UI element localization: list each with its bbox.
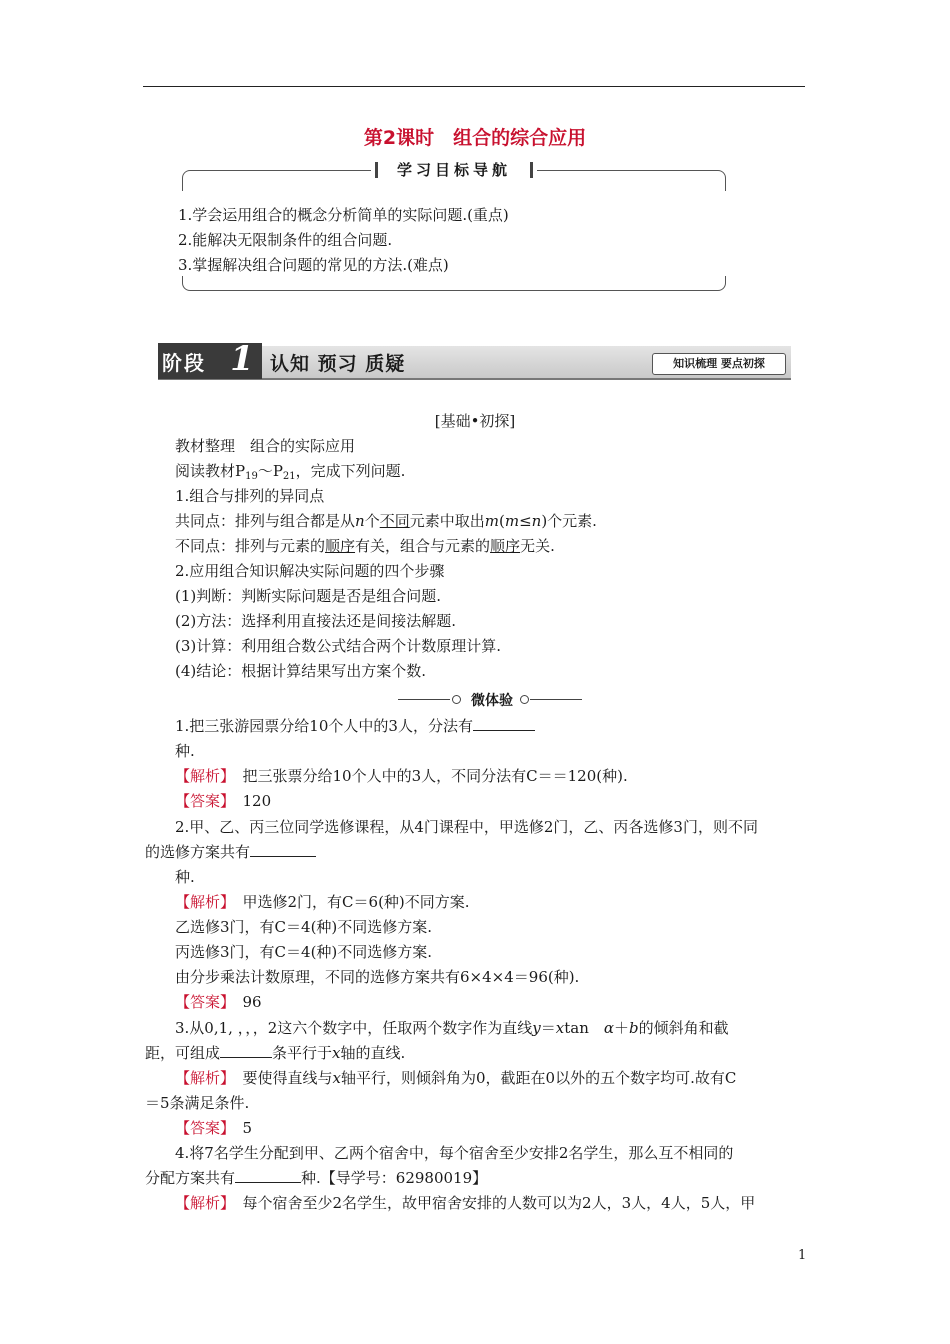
goals-box-bottom — [182, 276, 726, 291]
underlined-term: 顺序 — [490, 537, 521, 555]
reading-text: ～P — [257, 462, 283, 480]
stage-title: 认知 预习 质疑 — [270, 353, 406, 375]
q4-stem-1: 4.将7名学生分配到甲、乙两个宿舍中，每个宿舍至少安排2名学生，那么互不相同的 — [175, 1144, 734, 1162]
math-var: α — [603, 1019, 614, 1037]
text: 的倾斜角和截 — [638, 1019, 729, 1037]
q3-stem-1 — [175, 1018, 729, 1038]
point-2-title: 2.应用组合知识解决实际问题的四个步骤 — [175, 562, 445, 580]
analysis-text: 甲选修2门，有C＝6(种)不同方案. — [227, 893, 470, 911]
q2-analysis-line-4: 由分步乘法计数原理，不同的选修方案共有6×4×4＝96(种). — [175, 968, 580, 986]
q3-analysis-line-2: ＝5条满足条件. — [145, 1094, 250, 1112]
question-text: 种.【导学号：62980019】 — [301, 1169, 488, 1187]
question-text: 的选修方案共有 — [145, 843, 251, 861]
q1-stem — [175, 716, 535, 736]
analysis-tag: 【解析】 — [175, 767, 228, 785]
q3-stem-2 — [145, 1043, 405, 1063]
answer-blank — [235, 1168, 301, 1183]
text: tan — [564, 1019, 604, 1037]
stage-number: 1 — [230, 339, 254, 379]
goal-item-2: 2.能解决无限制条件的组合问题. — [178, 231, 393, 249]
question-text: 分配方案共有 — [145, 1169, 236, 1187]
math-var: m — [504, 512, 520, 530]
analysis-tag: 【解析】 — [175, 1069, 228, 1087]
lesson-title: 第2课时 组合的综合应用 — [363, 127, 587, 149]
text: 条平行于 — [272, 1044, 333, 1062]
analysis-text: 把三张票分给10个人中的3人，不同分法有C＝＝120(种). — [227, 767, 628, 785]
stage-label: 阶段 — [162, 351, 206, 375]
text: 不同点：排列与元素的 — [175, 537, 326, 555]
text: 无关. — [520, 537, 555, 555]
answer-tag: 【答案】 — [175, 993, 228, 1011]
answer-text: 96 — [227, 993, 262, 1011]
math-var: x — [555, 1019, 565, 1037]
q2-analysis-line-3: 丙选修3门，有C＝4(种)不同选修方案. — [175, 943, 433, 961]
divider-line — [530, 699, 582, 700]
q4-stem-2 — [145, 1168, 487, 1188]
goal-item-3: 3.掌握解决组合问题的常见的方法.(难点) — [178, 256, 449, 274]
q2-analysis-line-2: 乙选修3门，有C＝4(种)不同选修方案. — [175, 918, 433, 936]
text: 共同点：排列与组合都是从 — [175, 512, 356, 530]
answer-tag: 【答案】 — [175, 1119, 228, 1137]
textbook-heading: 教材整理 组合的实际应用 — [175, 437, 356, 455]
q2-analysis — [175, 892, 470, 912]
reading-instruction — [175, 461, 405, 487]
different-points — [175, 536, 555, 556]
text: 元素中取出 — [409, 512, 485, 530]
micro-experience-divider — [398, 690, 582, 710]
reading-text: 阅读教材P — [175, 462, 246, 480]
stage-badge: 知识梳理 要点初探 — [652, 353, 786, 375]
q2-answer — [175, 992, 262, 1012]
analysis-text: 轴平行，则倾斜角为0，截距在0以外的五个数字均可.故有C — [341, 1069, 737, 1087]
point-1-title: 1.组合与排列的异同点 — [175, 487, 325, 505]
text: 轴的直线. — [340, 1044, 406, 1062]
answer-blank — [473, 716, 535, 731]
answer-blank — [220, 1043, 272, 1058]
answer-text: 120 — [227, 792, 272, 810]
divider-circle — [452, 695, 461, 704]
answer-tag: 【答案】 — [175, 792, 228, 810]
text: 个 — [364, 512, 380, 530]
question-text: 距，可组成 — [145, 1044, 221, 1062]
text: )个元素. — [541, 512, 597, 530]
math-var: x — [332, 1069, 341, 1087]
q4-analysis — [175, 1193, 755, 1213]
step-1: (1)判断：判断实际问题是否是组合问题. — [175, 587, 442, 605]
text: 有关，组合与元素的 — [355, 537, 491, 555]
common-points — [175, 511, 597, 531]
text: ( — [498, 512, 505, 530]
divider-line — [398, 699, 450, 700]
step-4: (4)结论：根据计算结果写出方案个数. — [175, 662, 427, 680]
analysis-text: 要使得直线与 — [227, 1069, 333, 1087]
question-text: 3.从0,1, ，，，2这六个数字中，任取两个数字作为直线 — [175, 1019, 533, 1037]
goal-item-1: 1.学会运用组合的概念分析简单的实际问题.(重点) — [178, 206, 509, 224]
q1-answer — [175, 791, 271, 811]
q3-answer — [175, 1118, 252, 1138]
q1-analysis — [175, 766, 628, 786]
section-tag: [基础•初探] — [434, 412, 516, 430]
answer-blank — [250, 842, 316, 857]
reading-text: ，完成下列问题. — [295, 462, 406, 480]
page-subscript: 21 — [282, 471, 296, 482]
analysis-text: 每个宿舍至少2名学生，故甲宿舍安排的人数可以为2人，3人，4人，5人，甲 — [227, 1194, 756, 1212]
math-var: b — [629, 1019, 639, 1037]
question-text: 1.把三张游园票分给10个人中的3人，分法有 — [175, 717, 473, 735]
math-var: n — [355, 512, 365, 530]
goals-label: 学习目标导航 — [371, 158, 537, 182]
analysis-tag: 【解析】 — [175, 893, 228, 911]
math-var: y — [532, 1019, 541, 1037]
underlined-term: 顺序 — [325, 537, 356, 555]
header-rule — [143, 86, 805, 87]
underlined-term: 不同 — [379, 512, 410, 530]
q2-stem-1: 2.甲、乙、丙三位同学选修课程，从4门课程中，甲选修2门，乙、丙各选修3门，则不同 — [175, 818, 758, 836]
math-var: n — [531, 512, 542, 530]
page-subscript: 19 — [245, 471, 258, 482]
q3-analysis — [175, 1068, 736, 1088]
analysis-tag: 【解析】 — [175, 1194, 228, 1212]
q2-tail: 种. — [175, 868, 195, 886]
page-number: 1 — [798, 1248, 807, 1263]
step-2: (2)方法：选择利用直接法还是间接法解题. — [175, 612, 457, 630]
math-var: m — [484, 512, 499, 530]
answer-text: 5 — [227, 1119, 253, 1137]
micro-experience-label: 微体验 — [471, 693, 513, 709]
text: ＋ — [614, 1019, 630, 1037]
step-3: (3)计算：利用组合数公式结合两个计数原理计算. — [175, 637, 502, 655]
divider-circle — [520, 695, 529, 704]
math-var: x — [332, 1044, 341, 1062]
q1-tail: 种. — [175, 742, 195, 760]
q2-stem-2 — [145, 842, 316, 862]
text: ＝ — [540, 1019, 556, 1037]
text: ≤ — [519, 512, 532, 530]
